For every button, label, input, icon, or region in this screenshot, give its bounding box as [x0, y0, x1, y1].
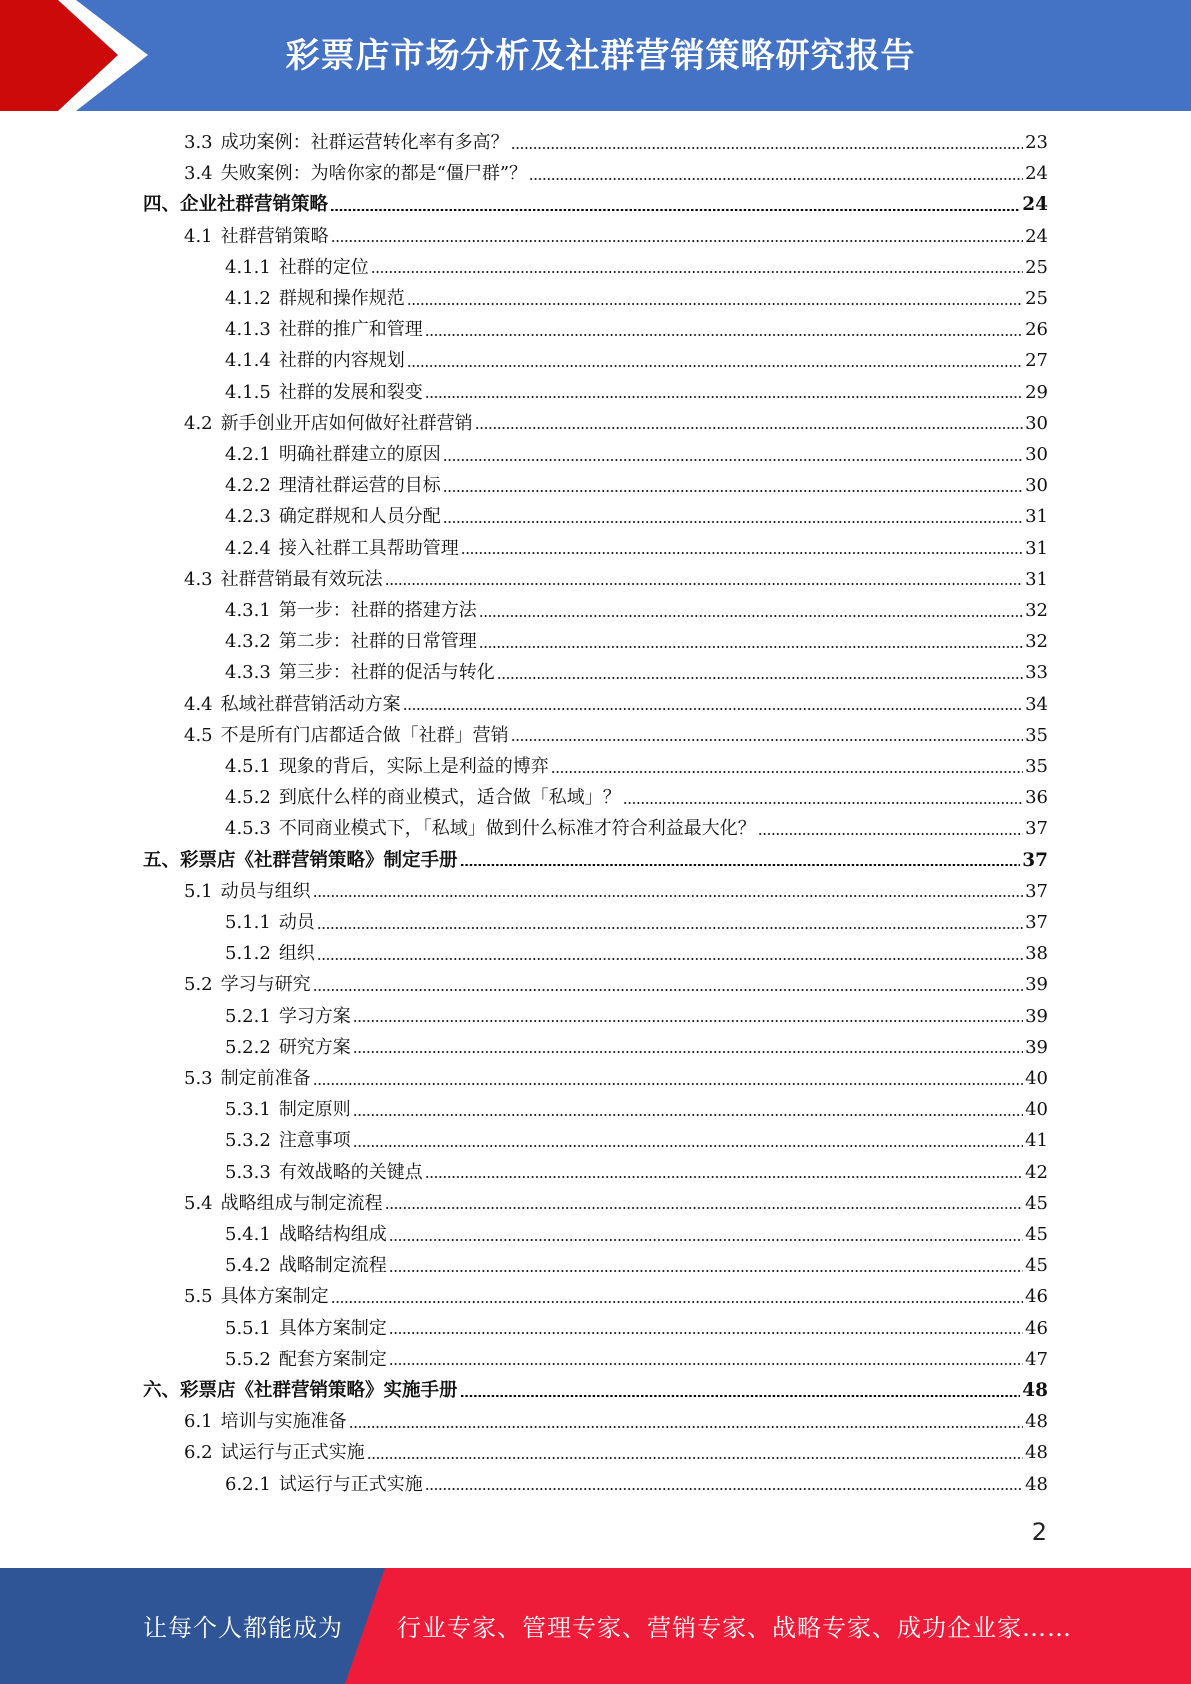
toc-entry-label: 学习方案: [278, 1005, 351, 1027]
toc-entry-number: 4.1.2: [225, 288, 271, 309]
toc-entry-title: [184, 689, 401, 720]
toc-entry-page: 35: [1025, 756, 1048, 777]
toc-dot-leader: [479, 646, 1023, 648]
toc-entry-page: 33: [1025, 662, 1048, 684]
toc-entry[interactable]: [184, 1063, 1048, 1094]
toc-entry[interactable]: [225, 439, 1048, 470]
toc-entry-page: 37: [1025, 818, 1048, 840]
toc-entry-number: 4.1.3: [225, 319, 271, 341]
toc-entry-label: 研究方案: [278, 1036, 351, 1058]
toc-entry-label: 组织: [278, 943, 315, 965]
toc-entry[interactable]: [225, 751, 1048, 782]
toc-entry-title: [184, 564, 383, 595]
toc-entry-label: 试运行与正式实施: [220, 1442, 365, 1464]
toc-entry-title: [225, 439, 441, 470]
toc-entry[interactable]: [184, 408, 1048, 439]
toc-entry-label: 五、彩票店《社群营销策略》制定手册: [143, 849, 458, 871]
toc-entry[interactable]: [184, 1188, 1048, 1219]
toc-entry-number: 5.1.2: [225, 943, 271, 965]
toc-dot-leader: [385, 1207, 1023, 1209]
toc-entry-title: [184, 1188, 383, 1219]
toc-entry[interactable]: [184, 876, 1048, 907]
toc-entry-label: 确定群规和人员分配: [278, 506, 441, 528]
toc-dot-leader: [389, 1239, 1023, 1241]
toc-entry-label: 社群营销最有效玩法: [220, 568, 383, 590]
toc-entry-label: 社群的内容规划: [278, 350, 405, 372]
toc-entry-number: 4.4: [184, 693, 213, 715]
toc-entry-label: 现象的背后，实际上是利益的博弈: [278, 756, 549, 777]
toc-entry-number: 4.1.1: [225, 256, 271, 278]
toc-entry[interactable]: [225, 813, 1048, 844]
toc-dot-leader: [371, 271, 1023, 273]
toc-entry-label: 到底什么样的商业模式，适合做「私域」？: [278, 787, 621, 809]
toc-entry-number: 4.3.2: [225, 631, 271, 653]
toc-dot-leader: [623, 802, 1023, 804]
toc-entry[interactable]: [225, 1032, 1048, 1063]
toc-entry[interactable]: [225, 907, 1048, 938]
toc-entry-page: 40: [1025, 1068, 1048, 1089]
toc-dot-leader: [443, 490, 1023, 492]
toc-dot-leader: [551, 771, 1023, 773]
toc-entry-title: [225, 345, 405, 376]
toc-dot-leader: [317, 927, 1023, 929]
toc-entry-number: 4.3.3: [225, 662, 271, 684]
toc-entry-page: 37: [1025, 912, 1048, 933]
toc-entry-number: 5.5.2: [225, 1348, 271, 1370]
toc-entry-label: 理清社群运营的目标: [278, 475, 441, 497]
toc-entry-page: 40: [1025, 1099, 1048, 1121]
toc-entry-title: [225, 252, 369, 283]
toc-entry-page: 30: [1025, 444, 1048, 465]
toc-entry-title: [184, 1437, 365, 1468]
toc-entry-title: [184, 221, 329, 252]
toc-entry-number: 4.1: [184, 225, 213, 247]
toc-dot-leader: [313, 1083, 1023, 1085]
toc-entry[interactable]: [225, 252, 1048, 283]
page-header: [0, 0, 1191, 111]
toc-entry-number: 4.3: [184, 568, 213, 590]
toc-dot-leader: [313, 989, 1023, 991]
toc-entry[interactable]: [184, 158, 1048, 189]
toc-entry-number: 5.3.3: [225, 1161, 271, 1183]
toc-entry-title: [225, 533, 459, 564]
toc-dot-leader: [403, 708, 1023, 710]
toc-entry-number: 4.1.4: [225, 350, 271, 372]
toc-entry-label: 社群的定位: [278, 256, 369, 278]
toc-dot-leader: [460, 864, 1021, 866]
page-footer: [0, 1568, 1191, 1684]
toc-entry-page: 39: [1025, 1005, 1048, 1027]
toc-entry-number: 5.2.1: [225, 1005, 271, 1027]
toc-entry-label: 失败案例：为啥你家的都是“僵尸群”？: [220, 163, 528, 185]
toc-entry-label: 社群的发展和裂变: [278, 381, 423, 403]
toc-entry-title: [184, 1063, 311, 1094]
toc-entry-number: 4.2.4: [225, 537, 271, 559]
toc-entry-number: 4.2.1: [225, 444, 271, 465]
toc-entry[interactable]: [225, 782, 1048, 813]
toc-entry-page: 45: [1025, 1255, 1048, 1277]
toc-entry-page: 34: [1025, 693, 1048, 715]
toc-entry-page: 45: [1025, 1224, 1048, 1245]
toc-entry-page: 46: [1025, 1286, 1048, 1308]
toc-entry-title: [225, 626, 477, 657]
toc-entry-label: 制定原则: [278, 1099, 351, 1121]
toc-entry[interactable]: [225, 1344, 1048, 1375]
toc-entry-number: 4.2.3: [225, 506, 271, 528]
toc-entry-page: 25: [1025, 256, 1048, 278]
toc-entry-label: 群规和操作规范: [278, 288, 405, 309]
toc-entry-title: [184, 1406, 347, 1437]
toc-dot-leader: [460, 1395, 1021, 1397]
toc-entry[interactable]: [143, 189, 1048, 220]
toc-entry-number: 5.2: [184, 974, 213, 996]
toc-dot-leader: [443, 459, 1023, 461]
toc-entry-title: [225, 314, 423, 345]
toc-dot-leader: [407, 303, 1023, 305]
toc-entry-page: 35: [1025, 724, 1048, 746]
toc-entry-page: 31: [1025, 537, 1048, 559]
toc-entry[interactable]: [143, 845, 1048, 876]
toc-entry-title: [225, 751, 549, 782]
toc-entry-label: 社群的推广和管理: [278, 319, 423, 341]
toc-entry-title: [225, 1469, 423, 1500]
toc-entry-label: 第二步：社群的日常管理: [278, 631, 477, 653]
toc-entry[interactable]: [184, 689, 1048, 720]
toc-entry-page: 42: [1025, 1161, 1048, 1183]
toc-entry-label: 不是所有门店都适合做「社群」营销: [220, 724, 509, 746]
toc-entry-title: [225, 938, 315, 969]
toc-entry[interactable]: [225, 1313, 1048, 1344]
toc-dot-leader: [385, 583, 1023, 585]
toc-entry-title: [143, 1375, 458, 1406]
toc-entry-title: [184, 127, 509, 158]
toc-entry-label: 接入社群工具帮助管理: [278, 537, 459, 559]
toc-entry-page: 48: [1025, 1442, 1048, 1464]
toc-entry-label: 培训与实施准备: [220, 1411, 347, 1433]
toc-entry-label: 学习与研究: [220, 974, 311, 996]
toc-dot-leader: [313, 895, 1023, 897]
toc-entry-title: [184, 876, 311, 907]
toc-entry-page: 24: [1025, 163, 1048, 185]
toc-entry-label: 私域社群营销活动方案: [220, 693, 401, 715]
toc-dot-leader: [425, 1176, 1023, 1178]
toc-entry[interactable]: [184, 1406, 1048, 1437]
toc-entry-title: [225, 1250, 387, 1281]
toc-entry-title: [184, 969, 311, 1000]
toc-entry-title: [225, 782, 621, 813]
toc-entry-label: 第一步：社群的搭建方法: [278, 600, 477, 621]
toc-entry-number: 5.3.1: [225, 1099, 271, 1121]
toc-entry-page: 37: [1025, 880, 1048, 902]
toc-entry[interactable]: [184, 127, 1048, 158]
toc-entry-page: 24: [1022, 194, 1048, 216]
toc-entry[interactable]: [225, 1157, 1048, 1188]
toc-entry-title: [225, 813, 756, 844]
toc-dot-leader: [353, 1145, 1023, 1147]
toc-dot-leader: [331, 240, 1023, 242]
toc-entry[interactable]: [184, 564, 1048, 595]
toc-entry-page: 37: [1022, 849, 1048, 871]
toc-entry-label: 第三步：社群的促活与转化: [278, 662, 495, 684]
toc-entry-label: 明确社群建立的原因: [278, 444, 441, 465]
toc-entry-number: 5.3.2: [225, 1130, 271, 1152]
toc-entry-page: 47: [1025, 1348, 1048, 1370]
toc-entry-title: [143, 189, 328, 220]
toc-entry-number: 3.4: [184, 163, 213, 185]
toc-entry-number: 4.5: [184, 724, 213, 746]
toc-entry-number: 4.5.2: [225, 787, 271, 809]
toc-entry-title: [225, 1313, 387, 1344]
toc-entry-label: 社群营销策略: [220, 225, 329, 247]
toc-entry-label: 动员与组织: [220, 880, 311, 902]
toc-entry-label: 有效战略的关键点: [278, 1161, 423, 1183]
toc-entry-page: 31: [1025, 568, 1048, 590]
toc-entry[interactable]: [225, 283, 1048, 314]
toc-entry-label: 成功案例：社群运营转化率有多高？: [220, 132, 509, 153]
toc-entry-number: 4.3.1: [225, 600, 271, 621]
report-title: 彩票店市场分析及社群营销策略研究报告: [285, 36, 916, 76]
toc-entry-title: [225, 1032, 351, 1063]
toc-dot-leader: [511, 147, 1023, 149]
toc-entry[interactable]: [225, 1250, 1048, 1281]
toc-entry-title: [184, 158, 527, 189]
toc-entry-page: 48: [1025, 1473, 1048, 1495]
toc-entry-page: 26: [1025, 319, 1048, 341]
toc-entry[interactable]: [143, 1375, 1048, 1406]
toc-entry-page: 36: [1025, 787, 1048, 809]
toc-entry-page: 27: [1025, 350, 1048, 372]
toc-entry[interactable]: [184, 221, 1048, 252]
toc-dot-leader: [331, 1301, 1023, 1303]
toc-entry[interactable]: [225, 938, 1048, 969]
toc-entry-label: 六、彩票店《社群营销策略》实施手册: [143, 1380, 458, 1401]
toc-entry[interactable]: [184, 1437, 1048, 1468]
toc-dot-leader: [353, 1114, 1023, 1116]
toc-entry-page: 25: [1025, 288, 1048, 309]
toc-entry-label: 新手创业开店如何做好社群营销: [220, 412, 473, 434]
toc-dot-leader: [330, 209, 1020, 211]
toc-entry[interactable]: [225, 533, 1048, 564]
toc-entry-number: 3.3: [184, 132, 213, 153]
toc-entry-number: 5.1.1: [225, 912, 271, 933]
toc-entry-number: 5.5.1: [225, 1317, 271, 1339]
page-number: 2: [1031, 1518, 1047, 1546]
toc-dot-leader: [425, 334, 1023, 336]
toc-entry-title: [225, 501, 441, 532]
toc-entry-page: 24: [1025, 225, 1048, 247]
toc-entry-page: 29: [1025, 381, 1048, 403]
footer-slogan-right: 行业专家、管理专家、营销专家、战略专家、成功企业家……: [397, 1614, 1072, 1642]
toc-dot-leader: [407, 365, 1023, 367]
toc-entry-page: 48: [1025, 1411, 1048, 1433]
toc-entry-title: [143, 845, 458, 876]
toc-entry[interactable]: [225, 470, 1048, 501]
toc-entry-title: [225, 1125, 351, 1156]
toc-entry-label: 制定前准备: [220, 1068, 311, 1089]
toc-dot-leader: [317, 958, 1023, 960]
toc-entry-number: 4.2.2: [225, 475, 271, 497]
toc-entry-label: 试运行与正式实施: [278, 1473, 423, 1495]
toc-entry-page: 32: [1025, 600, 1048, 621]
toc-entry-page: 30: [1025, 412, 1048, 434]
toc-dot-leader: [389, 1332, 1023, 1334]
toc-entry[interactable]: [225, 595, 1048, 626]
toc-entry[interactable]: [225, 314, 1048, 345]
toc-dot-leader: [367, 1457, 1023, 1459]
toc-entry-page: 41: [1025, 1130, 1048, 1152]
toc-entry-label: 具体方案制定: [278, 1317, 387, 1339]
toc-dot-leader: [461, 552, 1023, 554]
toc-dot-leader: [497, 677, 1023, 679]
toc-entry-label: 战略结构组成: [278, 1224, 387, 1245]
toc-entry-number: 4.2: [184, 412, 213, 434]
toc-entry-number: 4.1.5: [225, 381, 271, 403]
toc-entry-title: [225, 283, 405, 314]
toc-entry-title: [184, 1281, 329, 1312]
toc-entry-title: [225, 1344, 387, 1375]
toc-entry-label: 四、企业社群营销策略: [143, 194, 329, 216]
toc-entry-page: 32: [1025, 631, 1048, 653]
toc-entry-label: 不同商业模式下，「私域」做到什么标准才符合利益最大化？: [278, 818, 756, 840]
toc-entry-page: 46: [1025, 1317, 1048, 1339]
toc-entry-page: 39: [1025, 974, 1048, 996]
toc-entry[interactable]: [225, 657, 1048, 688]
toc-entry-title: [225, 595, 477, 626]
toc-entry[interactable]: [225, 1125, 1048, 1156]
toc-entry[interactable]: [225, 1001, 1048, 1032]
toc-entry-number: 6.2.1: [225, 1473, 271, 1495]
toc-entry-label: 注意事项: [278, 1130, 351, 1152]
toc-entry-page: 39: [1025, 1036, 1048, 1058]
toc-dot-leader: [425, 1488, 1023, 1490]
toc-dot-leader: [443, 521, 1023, 523]
toc-entry-page: 38: [1025, 943, 1048, 965]
toc-entry-page: 23: [1025, 132, 1048, 153]
toc-entry-number: 5.5: [184, 1286, 213, 1308]
toc-entry-number: 6.2: [184, 1442, 213, 1464]
toc-entry[interactable]: [225, 626, 1048, 657]
toc-entry-number: 5.4.2: [225, 1255, 271, 1277]
footer-slogan-left: 让每个人都能成为: [143, 1614, 343, 1642]
toc-dot-leader: [389, 1270, 1023, 1272]
toc-entry-title: [225, 907, 315, 938]
toc-dot-leader: [479, 615, 1023, 617]
toc-dot-leader: [511, 739, 1023, 741]
toc-entry-title: [225, 1157, 423, 1188]
toc-entry-title: [225, 1001, 351, 1032]
toc-entry[interactable]: [225, 501, 1048, 532]
toc-entry-label: 动员: [278, 912, 315, 933]
toc-entry[interactable]: [225, 1219, 1048, 1250]
toc-entry-number: 5.3: [184, 1068, 213, 1089]
toc-entry-number: 4.5.3: [225, 818, 271, 840]
toc-entry[interactable]: [225, 1469, 1048, 1500]
toc-entry[interactable]: [184, 969, 1048, 1000]
toc-entry-title: [184, 720, 509, 751]
toc-entry-label: 战略制定流程: [278, 1255, 387, 1277]
toc-entry-page: 31: [1025, 506, 1048, 528]
toc-entry-title: [184, 408, 473, 439]
toc-entry-label: 具体方案制定: [220, 1286, 329, 1308]
toc-entry-title: [225, 657, 495, 688]
toc-dot-leader: [425, 396, 1023, 398]
toc-entry-page: 45: [1025, 1192, 1048, 1214]
toc-dot-leader: [529, 178, 1023, 180]
toc-entry-number: 4.5.1: [225, 756, 271, 777]
toc-entry-title: [225, 470, 441, 501]
toc-dot-leader: [475, 427, 1023, 429]
toc-entry-page: 48: [1022, 1380, 1048, 1401]
toc-entry-label: 战略组成与制定流程: [220, 1192, 383, 1214]
toc-entry-number: 5.4: [184, 1192, 213, 1214]
toc-entry-number: 5.4.1: [225, 1224, 271, 1245]
toc-dot-leader: [353, 1020, 1023, 1022]
toc-entry[interactable]: [225, 345, 1048, 376]
toc-entry-label: 配套方案制定: [278, 1348, 387, 1370]
toc-entry-number: 6.1: [184, 1411, 213, 1433]
toc-dot-leader: [758, 833, 1023, 835]
toc-entry-page: 30: [1025, 475, 1048, 497]
toc-entry-number: 5.2.2: [225, 1036, 271, 1058]
toc-entry-title: [225, 1219, 387, 1250]
toc-entry-title: [225, 1094, 351, 1125]
toc-entry-number: 5.1: [184, 880, 213, 902]
toc-entry[interactable]: [184, 720, 1048, 751]
toc-dot-leader: [353, 1051, 1023, 1053]
toc-dot-leader: [349, 1426, 1023, 1428]
toc-entry-title: [225, 377, 423, 408]
toc-entry[interactable]: [184, 1281, 1048, 1312]
toc-entry[interactable]: [225, 1094, 1048, 1125]
toc-entry[interactable]: [225, 377, 1048, 408]
toc-dot-leader: [389, 1363, 1023, 1365]
